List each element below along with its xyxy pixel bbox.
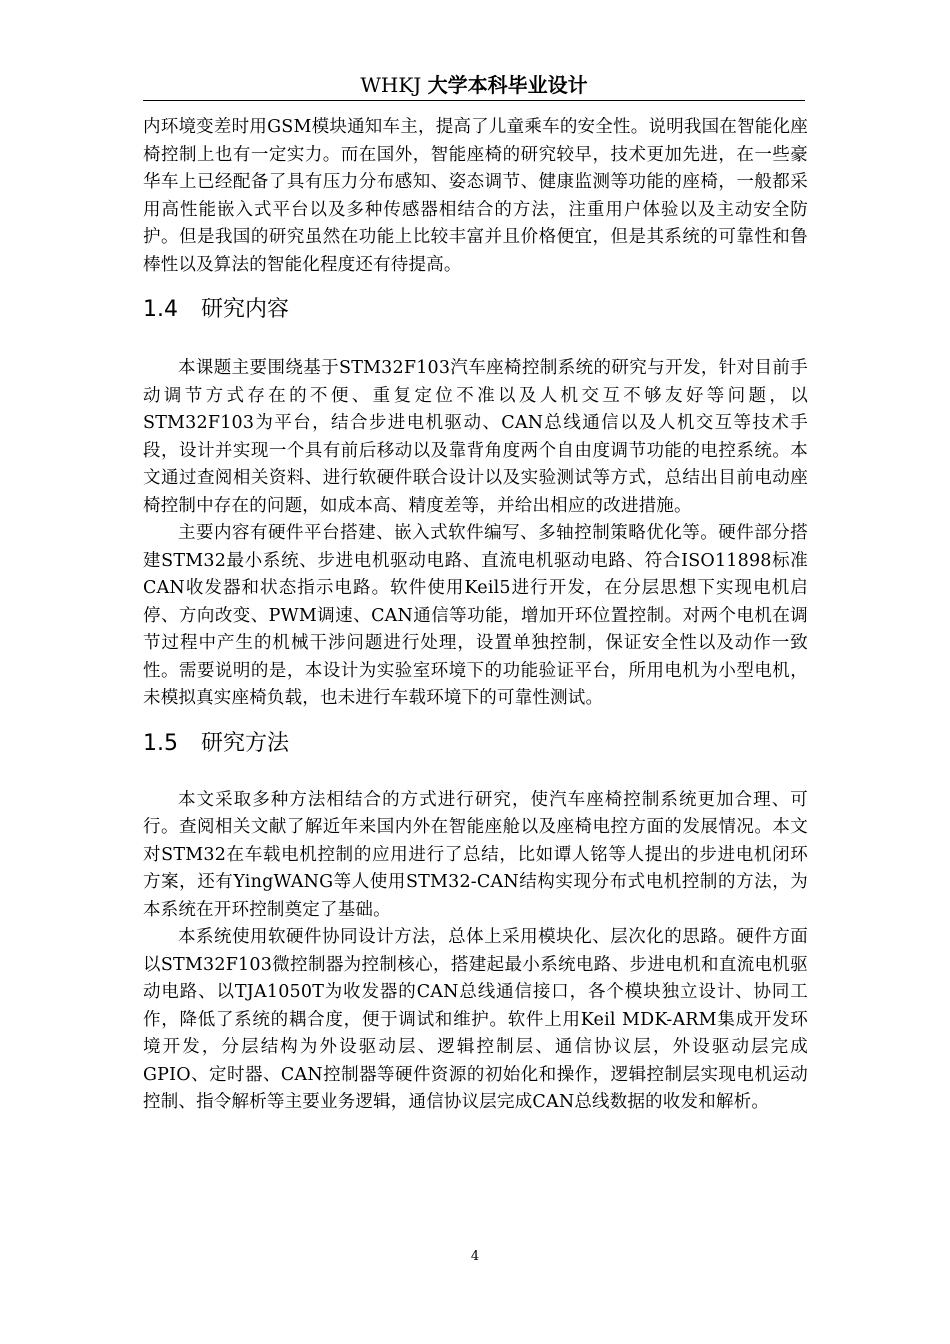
section-title: 研究方法 xyxy=(201,730,290,756)
paragraph-system-design: 本系统使用软硬件协同设计方法，总体上采用模块化、层次化的思路。硬件方面以STM32F103微控制器为控制核心，搭建起最小系统电路、步进电机和直流电机驱动电路、以TJA1050T为收发器的CAN总线通信接口，各个模块独立设计、协同工作，降低了系统的耦合度，便于调试和维护。软件上用Keil MDK-ARM集成开发环境开发，分层结构为外设驱动层、逻辑控制层、通信协议层，外设驱动层完成GPIO、定时器、CAN控制器等硬件资源的初始化和操作，逻辑控制层实现电机运动控制、指令解析等主要业务逻辑，通信协议层完成CAN总线数据的收发和解析。 xyxy=(143,927,808,1112)
page-header xyxy=(143,70,805,101)
section-title: 研究内容 xyxy=(201,297,290,322)
paragraph-research-topic: 本课题主要围绕基于STM32F103汽车座椅控制系统的研究与开发，针对目前手动调节方式存在的不便、重复定位不准以及人机交互不够友好等问题，以STM32F103为平台，结合步进电机驱动、CAN总线通信以及人机交互等技术手段，设计并实现一个具有前后移动以及靠背角度两个自由度调节功能的电控系统。本文通过查阅相关资料、进行软硬件联合设计以及实验测试等方式，总结出目前电动座椅控制中存在的问题，如成本高、精度差等，并给出相应的改进措施。 xyxy=(143,358,808,516)
header-title: 大学本科毕业设计 xyxy=(427,73,588,97)
section-heading-research-method xyxy=(143,729,808,759)
page-number: 4 xyxy=(470,1249,480,1264)
paragraph-method-overview: 本文采取多种方法相结合的方式进行研究，使汽车座椅控制系统更加合理、可行。查阅相关文献了解近年来国内外在智能座舱以及座椅电控方面的发展情况。本文对STM32在车载电机控制的应用进行了总结，比如谭人铭等人提出的步进电机闭环方案，还有YingWANG等人使用STM32-CAN结构实现分布式电机控制的方法，为本系统在开环控制奠定了基础。 xyxy=(143,789,808,920)
paragraph-continuation: 内环境变差时用GSM模块通知车主，提高了儿童乘车的安全性。说明我国在智能化座椅控制上也有一定实力。而在国外，智能座椅的研究较早，技术更加先进，在一些豪华车上已经配备了具有压力分布感知、姿态调节、健康监测等功能的座椅，一般都采用高性能嵌入式平台以及多种传感器相结合的方法，注重用户体验以及主动安全防护。但是我国的研究虽然在功能上比较丰富并且价格便宜，但是其系统的可靠性和鲁棒性以及算法的智能化程度还有待提高。 xyxy=(143,117,808,275)
paragraph-main-content: 主要内容有硬件平台搭建、嵌入式软件编写、多轴控制策略优化等。硬件部分搭建STM32最小系统、步进电机驱动电路、直流电机驱动电路、符合ISO11898标准CAN收发器和状态指示电路。软件使用Keil5进行开发，在分层思想下实现电机启停、方向改变、PWM调速、CAN通信等功能，增加开环位置控制。对两个电机在调节过程中产生的机械干涉问题进行处理，设置单独控制，保证安全性以及动作一致性。需要说明的是，本设计为实验室环境下的功能验证平台，所用电机为小型电机，未模拟真实座椅负载，也未进行车载环境下的可靠性测试。 xyxy=(143,523,808,708)
section-number: 1.5 xyxy=(143,730,178,756)
section-number: 1.4 xyxy=(143,297,178,322)
header-prefix: WHKJ xyxy=(360,73,422,97)
page-body xyxy=(143,114,808,1117)
section-heading-research-content xyxy=(143,295,808,325)
